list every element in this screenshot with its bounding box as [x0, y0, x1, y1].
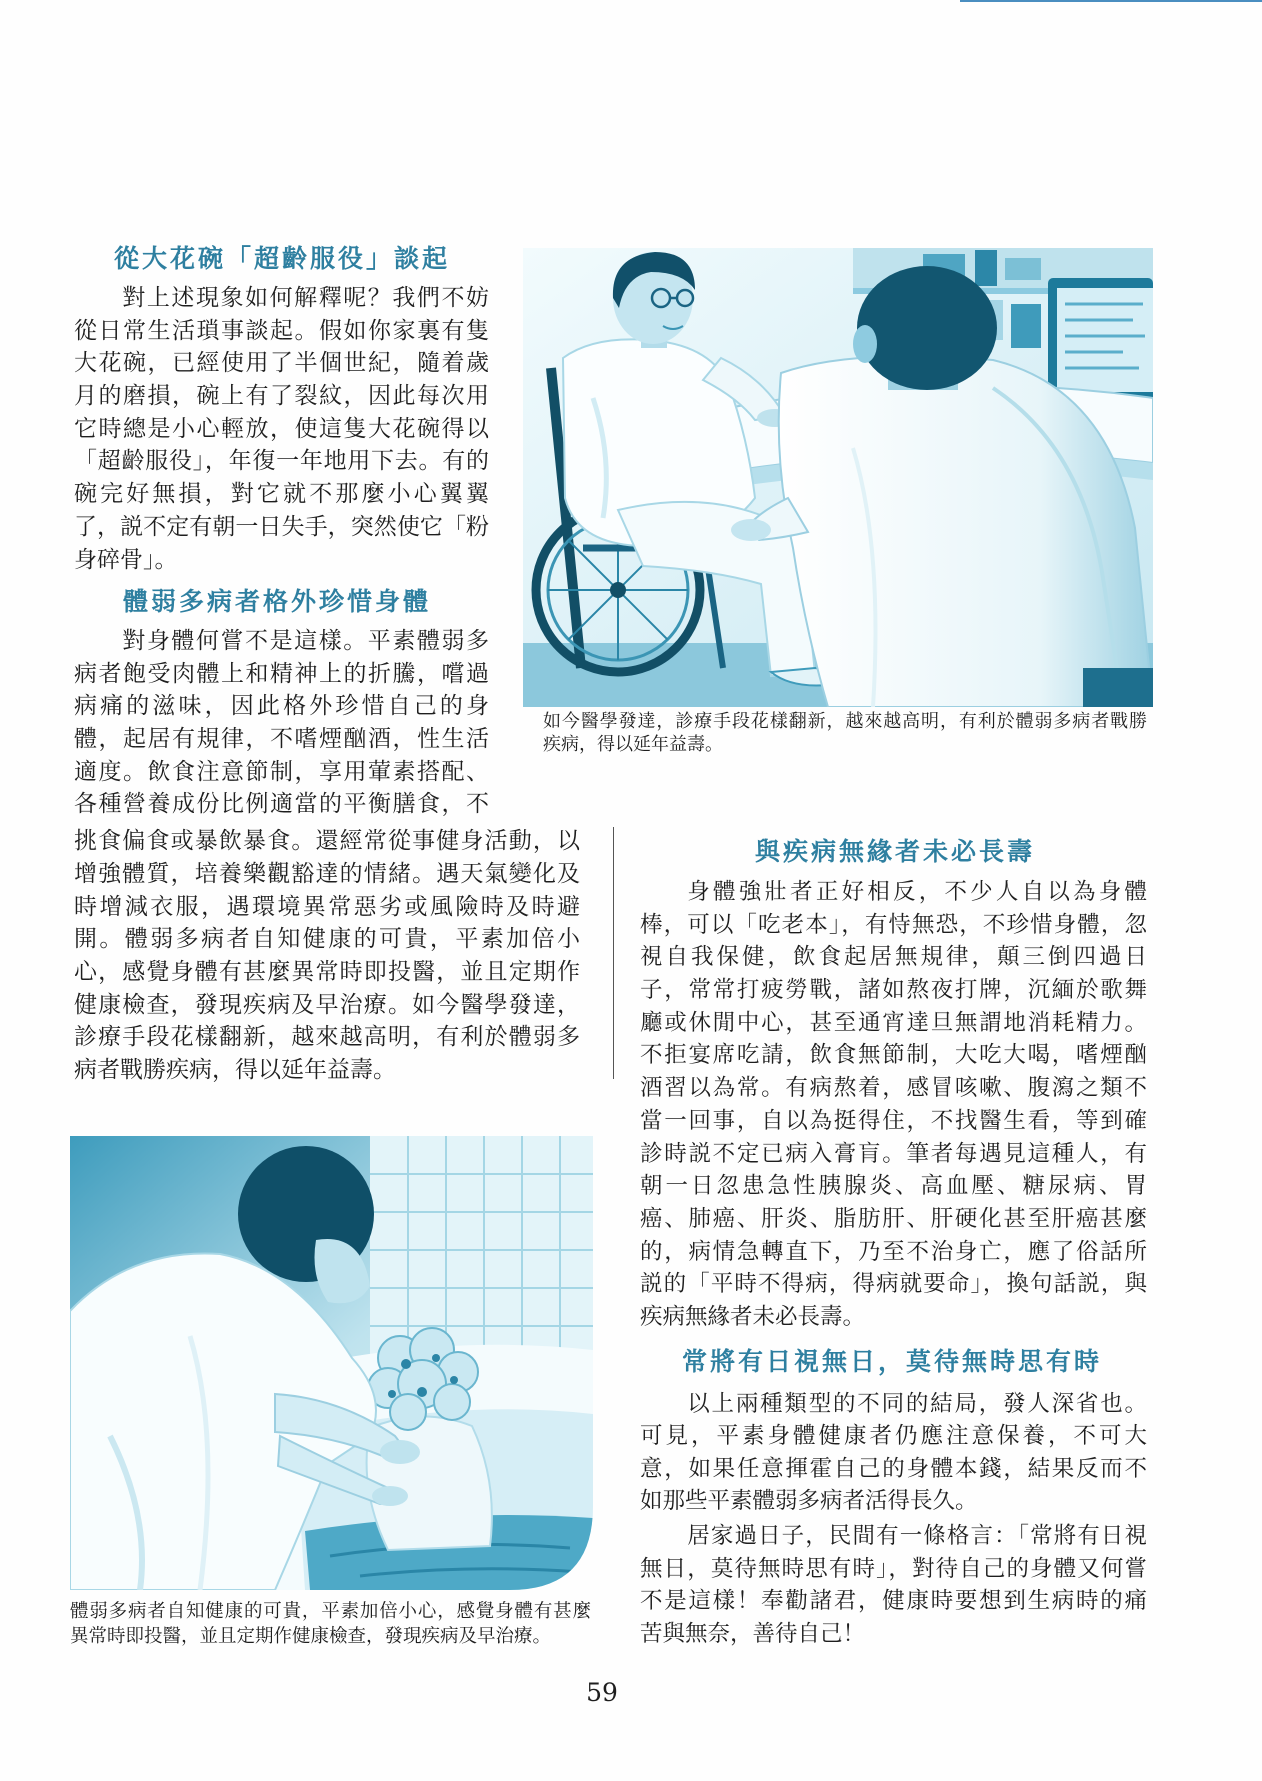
text-line: 以上兩種類型的不同的結局，發人深省也。: [687, 1391, 1147, 1417]
text-line: 視自我保健，飲食起居無規律，顛三倒四過日: [640, 944, 1147, 971]
text-line: 適度。飲食注意節制，享用葷素搭配、: [74, 758, 489, 785]
text-line: 意，如果任意揮霍自己的身體本錢，結果反而不: [640, 1455, 1147, 1482]
text-line: 從日常生活瑣事談起。假如你家裏有隻: [74, 317, 489, 344]
text-line: 大花碗，已經使用了半個世紀，隨着歲: [74, 350, 489, 377]
column-divider: [613, 827, 614, 1079]
text-line: 如那些平素體弱多病者活得長久。: [640, 1488, 978, 1515]
text-line: 各種營養成份比例適當的平衡膳食，不: [74, 791, 489, 818]
text-line: 子，常常打疲勞戰，諸如熬夜打牌，沉緬於歌舞: [640, 977, 1147, 1004]
paragraph: [74, 282, 489, 576]
text-line: 異常時即投醫，並且定期作健康檢查，發現疾病及早治療。: [70, 1626, 552, 1647]
text-line: 健康檢查，發現疾病及早治療。如今醫學發達，: [74, 991, 580, 1018]
text-line: 可見，平素身體健康者仍應注意保養，不可大: [640, 1423, 1147, 1450]
section-heading: 從大花碗「超齡服役」談起: [114, 244, 451, 273]
text-line: 廳或休閒中心，甚至通宵達旦無謂地消耗精力。: [640, 1009, 1147, 1036]
text-line: 挑食偏食或暴飲暴食。還經常從事健身活動，以: [74, 828, 580, 855]
text-line: 體弱多病者自知健康的可貴，平素加倍小心，感覺身體有甚麼: [70, 1601, 591, 1622]
paragraph: [74, 625, 580, 1087]
section-heading: 與疾病無緣者未必長壽: [755, 837, 1036, 866]
text-line: 酒習以為常。有病熬着，感冒咳嗽、腹瀉之類不: [640, 1075, 1147, 1102]
text-line: 當一回事，自以為挺得住，不找醫生看，等到確: [640, 1107, 1147, 1134]
text-line: 診時説不定已病入膏肓。筆者每遇見這種人，有: [640, 1140, 1147, 1167]
top-rule: [960, 0, 1262, 2]
text-line: 如今醫學發達，診療手段花樣翻新，越來越高明，有利於體弱多病者戰勝: [543, 711, 1147, 732]
paragraph: [640, 876, 1147, 1334]
text-line: 時增減衣服，遇環境異常惡劣或風險時及時避: [74, 893, 580, 920]
text-line: 增強體質，培養樂觀豁達的情緒。遇天氣變化及: [74, 860, 580, 887]
text-line: 疾病無緣者未必長壽。: [640, 1303, 866, 1330]
paragraph: [640, 1388, 1147, 1518]
page-number: 59: [586, 1678, 618, 1707]
text-line: 不拒宴席吃請，飲食無節制，大吃大喝，嗜煙酗: [640, 1042, 1147, 1069]
text-line: 心，感覺身體有甚麼異常時即投醫，並且定期作: [74, 958, 580, 985]
text-line: 疾病，得以延年益壽。: [543, 734, 723, 755]
text-line: 説的「平時不得病，得病就要命」，換句話説，與: [640, 1271, 1147, 1298]
text-line: 體，起居有規律，不嗜煙酗酒，性生活: [74, 726, 489, 753]
text-line: 苦與無奈，善待自己！: [640, 1621, 866, 1648]
text-line: 「超齡服役」，年復一年地用下去。有的: [74, 448, 489, 475]
photo-caption: [543, 710, 1147, 756]
text-line: 碗完好無損，對它就不那麼小心翼翼: [74, 481, 489, 508]
text-line: 棒，可以「吃老本」，有恃無恐，不珍惜身體，忽: [640, 911, 1147, 938]
section-heading: 體弱多病者格外珍惜身體: [123, 587, 432, 616]
text-line: 對上述現象如何解釋呢？我們不妨: [122, 285, 489, 311]
text-line: 癌、肺癌、肝炎、脂肪肝、肝硬化甚至肝癌甚麼: [640, 1205, 1147, 1232]
photo-wheelchair-consultation: [523, 248, 1153, 707]
text-line: 不是這樣！奉勸諸君，健康時要想到生病時的痛: [640, 1588, 1147, 1615]
text-line: 診療手段花樣翻新，越來越高明，有利於體弱多: [74, 1024, 580, 1051]
text-line: 它時總是小心輕放，使這隻大花碗得以: [74, 415, 489, 442]
text-line: 身碎骨」。: [74, 546, 178, 573]
text-line: 對身體何嘗不是這樣。平素體弱多: [122, 628, 489, 654]
text-line: 開。體弱多病者自知健康的可貴，平素加倍小: [74, 926, 580, 953]
text-line: 病者戰勝疾病，得以延年益壽。: [74, 1056, 396, 1083]
text-line: 朝一日忽患急性胰腺炎、高血壓、糖尿病、胃: [640, 1173, 1147, 1200]
text-line: 身體強壯者正好相反，不少人自以為身體: [687, 879, 1147, 905]
text-line: 居家過日子，民間有一條格言：「常將有日視: [687, 1523, 1147, 1549]
text-line: 病痛的滋味，因此格外珍惜自己的身: [74, 693, 489, 720]
computer-monitor: [1048, 278, 1153, 406]
section-heading: 常將有日視無日，莫待無時思有時: [682, 1347, 1103, 1376]
text-line: 無日，莫待無時思有時」，對待自己的身體又何嘗: [640, 1555, 1147, 1582]
text-line: 病者飽受肉體上和精神上的折騰，嚐過: [74, 660, 489, 687]
text-line: 月的磨損，碗上有了裂紋，因此每次用: [74, 383, 489, 410]
text-line: 的，病情急轉直下，乃至不治身亡，應了俗話所: [640, 1238, 1147, 1265]
paragraph: [640, 1520, 1147, 1651]
floor-shadow: [1083, 668, 1153, 707]
text-line: 了，説不定有朝一日失手，突然使它「粉: [74, 513, 489, 540]
photo-caption: [70, 1599, 591, 1649]
photo-nurse-bathing-patient: [70, 1136, 593, 1590]
